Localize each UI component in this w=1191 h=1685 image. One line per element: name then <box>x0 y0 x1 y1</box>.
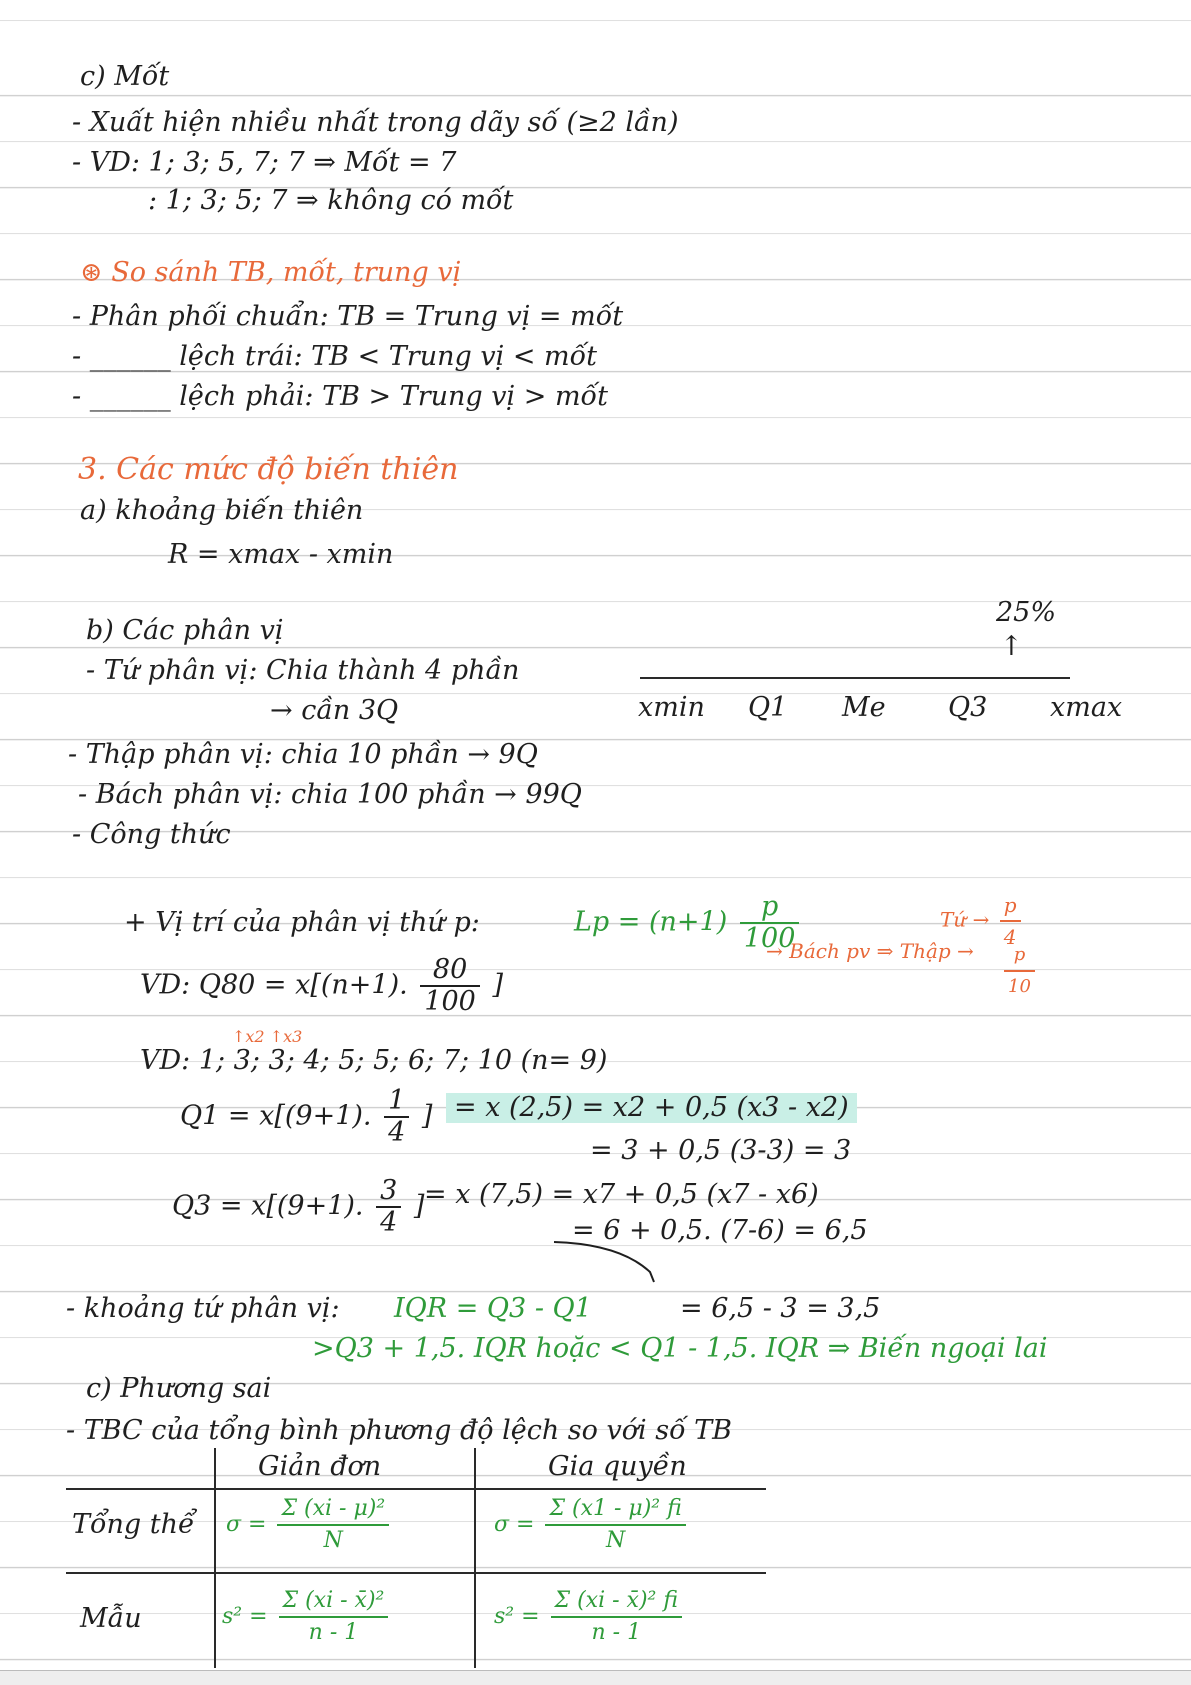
table-divider-left <box>214 1448 216 1668</box>
samp-simple-num: Σ (xi - x̄)² <box>279 1586 389 1618</box>
compare-left-skew: - ______ lệch trái: TB < Trung vị < mốt <box>72 341 598 372</box>
quartile-num: p <box>1000 890 1021 922</box>
q1-result: = 3 + 0,5 (3-3) = 3 <box>590 1135 852 1166</box>
percentile-line: - Bách phân vị: chia 100 phần → 99Q <box>78 779 582 810</box>
position-marks: ↑x2 ↑x3 <box>232 1027 303 1046</box>
table-col-weighted: Gia quyền <box>548 1451 687 1482</box>
page-bottom-bar <box>0 1670 1191 1685</box>
heading-mot: c) Mốt <box>80 61 170 92</box>
q1-den: 4 <box>388 1117 406 1148</box>
samp-weighted-num: Σ (xi - x̄)² fi <box>551 1586 682 1618</box>
q1-equation: = x (2,5) = x2 + 0,5 (x3 - x2) <box>446 1093 857 1123</box>
heading-range: a) khoảng biến thiên <box>80 495 364 526</box>
samp-weighted-formula <box>494 1586 686 1648</box>
samp-simple-den: n - 1 <box>308 1620 359 1645</box>
q1-post: ] <box>421 1100 433 1132</box>
axis-label-xmin: xmin <box>638 692 705 723</box>
quartile-need: → cần 3Q <box>270 695 399 726</box>
pop-simple-lhs: σ = <box>226 1512 267 1537</box>
pop-weighted-num: Σ (x1 - μ)² fi <box>545 1494 685 1526</box>
quartile-note-text: Tứ → <box>940 907 990 932</box>
heading-variance: c) Phương sai <box>86 1373 272 1404</box>
q3-result: = 6 + 0,5. (7-6) = 6,5 <box>572 1215 868 1246</box>
variance-definition: - TBC của tổng bình phương độ lệch so với số TB <box>66 1415 733 1446</box>
table-col-simple: Giản đơn <box>258 1451 382 1482</box>
mot-example-1: - VD: 1; 3; 5, 7; 7 ⇒ Mốt = 7 <box>72 147 457 178</box>
iqr-value: = 6,5 - 3 = 3,5 <box>680 1293 881 1324</box>
heading-quantiles: b) Các phân vị <box>86 615 284 646</box>
range-formula: R = xmax - xmin <box>168 539 394 570</box>
table-header-rule <box>66 1488 766 1490</box>
iqr-label: - khoảng tứ phân vị: <box>66 1293 340 1324</box>
compare-right-skew: - ______ lệch phải: TB > Trung vị > mốt <box>72 381 608 412</box>
formula-heading: - Công thức <box>72 819 231 850</box>
samp-simple-lhs: s² = <box>222 1604 268 1629</box>
q3-equation: = x (7,5) = x7 + 0,5 (x7 - x6) <box>424 1179 819 1210</box>
vd-q80-post: ] <box>492 969 503 1001</box>
q3-num: 3 <box>376 1176 401 1208</box>
axis-label-q3: Q3 <box>948 692 988 723</box>
samp-weighted-den: n - 1 <box>591 1620 642 1645</box>
mot-definition: - Xuất hiện nhiều nhất trong dãy số (≥2 lần) <box>72 107 679 138</box>
heading-section-3: 3. Các mức độ biến thiên <box>78 452 459 487</box>
q1-calc <box>180 1086 432 1148</box>
position-fraction-num: p <box>740 892 800 924</box>
samp-simple-formula <box>222 1586 392 1648</box>
position-fraction-den: 100 <box>743 923 796 954</box>
decile-line: - Thập phân vị: chia 10 phần → 9Q <box>68 739 538 770</box>
arrow-up-icon: ↑ <box>1000 631 1023 662</box>
table-row-sample: Mẫu <box>80 1603 142 1634</box>
vd-q80 <box>140 955 503 1017</box>
q3-calc <box>172 1176 424 1238</box>
mot-example-2: : 1; 3; 5; 7 ⇒ không có mốt <box>148 185 514 216</box>
axis-percent-label: 25% <box>996 597 1057 628</box>
pop-weighted-lhs: σ = <box>494 1512 535 1537</box>
table-row-population: Tổng thể <box>72 1509 195 1540</box>
axis-line <box>640 677 1070 679</box>
quartile-den: 4 <box>1003 925 1017 949</box>
outlier-rule: >Q3 + 1,5. IQR hoặc < Q1 - 1,5. IQR ⇒ Biến ngoại lai <box>312 1333 1048 1364</box>
samp-weighted-lhs: s² = <box>494 1604 540 1629</box>
curved-arrow-icon <box>550 1232 670 1292</box>
vd-q80-pre: VD: Q80 = x[(n+1). <box>140 969 408 1001</box>
pop-weighted-formula <box>494 1494 690 1556</box>
pop-simple-num: Σ (xi - μ)² <box>277 1494 389 1526</box>
position-label: + Vị trí của phân vị thứ p: <box>124 907 480 938</box>
pop-simple-formula <box>226 1494 393 1556</box>
example-data: VD: 1; 3; 3; 4; 5; 5; 6; 7; 10 (n= 9) <box>140 1045 608 1076</box>
vd-q80-num: 80 <box>420 955 480 987</box>
decile-den: 10 <box>1008 976 1031 997</box>
q1-num: 1 <box>384 1086 409 1118</box>
q3-pre: Q3 = x[(9+1). <box>172 1190 364 1222</box>
axis-label-q1: Q1 <box>748 692 788 723</box>
q3-post: ] <box>413 1190 425 1222</box>
pop-weighted-den: N <box>605 1528 626 1553</box>
iqr-formula: IQR = Q3 - Q1 <box>394 1293 592 1324</box>
quartile-line: - Tứ phân vị: Chia thành 4 phần <box>86 655 520 686</box>
axis-label-xmax: xmax <box>1050 692 1123 723</box>
vd-q80-den: 100 <box>424 986 476 1017</box>
q1-pre: Q1 = x[(9+1). <box>180 1100 372 1132</box>
position-note: → Bách pv ⇒ Thập → <box>766 939 974 963</box>
compare-normal: - Phân phối chuẩn: TB = Trung vị = mốt <box>72 301 624 332</box>
pop-simple-den: N <box>323 1528 343 1553</box>
position-formula-lhs: Lp = (n+1) <box>574 906 728 938</box>
table-row-rule <box>66 1572 766 1574</box>
axis-label-me: Me <box>842 692 886 723</box>
quartile-note <box>940 890 1025 952</box>
table-divider-right <box>474 1448 476 1668</box>
heading-compare: ⊛ So sánh TB, mốt, trung vị <box>80 257 462 288</box>
q3-den: 4 <box>380 1207 398 1238</box>
decile-num: p <box>1004 940 1035 972</box>
